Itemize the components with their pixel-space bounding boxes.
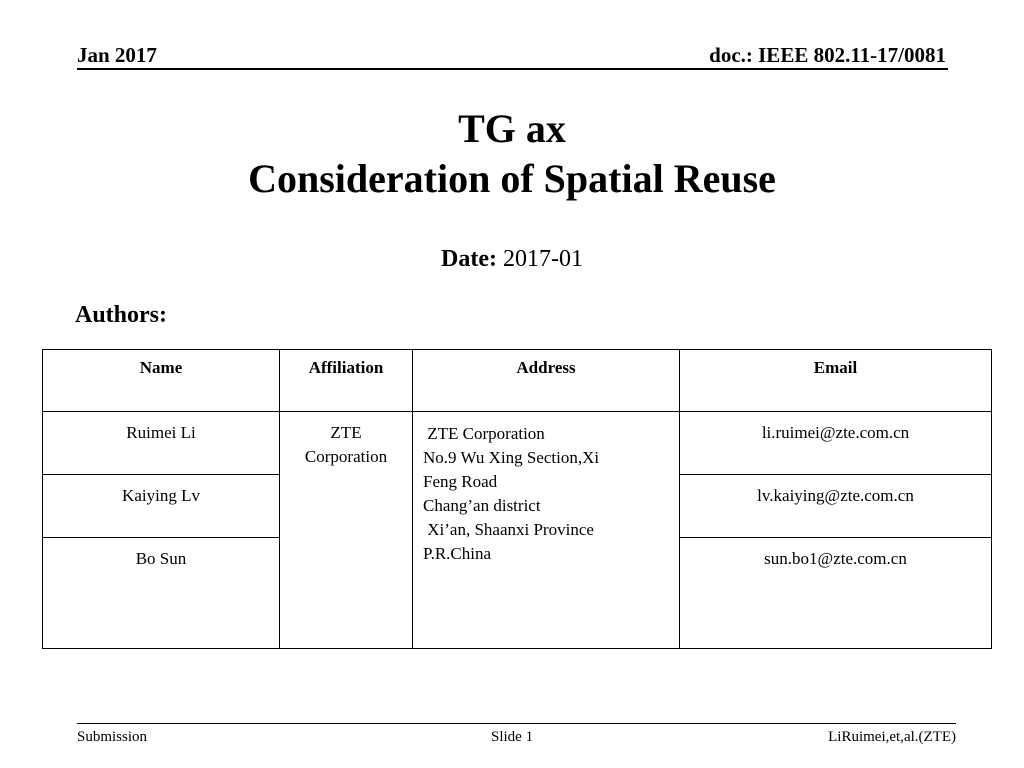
author-name: Bo Sun <box>43 538 280 649</box>
author-name: Kaiying Lv <box>43 475 280 538</box>
author-email: li.ruimei@zte.com.cn <box>680 412 992 475</box>
address-line: ZTE Corporation <box>423 424 545 443</box>
affiliation-line: ZTE <box>330 423 362 442</box>
footer-slide-number: Slide 1 <box>491 729 534 745</box>
column-header-name: Name <box>43 350 280 412</box>
author-email: lv.kaiying@zte.com.cn <box>680 475 992 538</box>
title-line-2: Consideration of Spatial Reuse <box>248 156 776 201</box>
slide-title <box>0 104 1024 204</box>
header-date: Jan 2017 <box>77 43 157 67</box>
column-header-email: Email <box>680 350 992 412</box>
date-line <box>0 244 1024 274</box>
footer-submission: Submission <box>77 729 148 745</box>
column-header-affiliation: Affiliation <box>280 350 413 412</box>
author-name: Ruimei Li <box>43 412 280 475</box>
column-header-address: Address <box>413 350 680 412</box>
footer-author: LiRuimei,et,al.(ZTE) <box>828 729 956 745</box>
title-line-1: TG ax <box>458 106 566 151</box>
affiliation-line: Corporation <box>304 447 388 466</box>
table-row <box>43 412 992 475</box>
authors-heading: Authors: <box>75 302 168 328</box>
author-email: sun.bo1@zte.com.cn <box>680 538 992 649</box>
header-rule <box>77 68 948 70</box>
address-line: Chang’an district <box>423 496 541 515</box>
date-value: 2017-01 <box>502 246 583 272</box>
footer-rule <box>77 723 956 724</box>
address-line: P.R.China <box>423 544 492 563</box>
date-label: Date: <box>441 246 497 272</box>
header-doc-id: doc.: IEEE 802.11-17/0081 <box>709 43 946 67</box>
address-line: Feng Road <box>423 472 498 491</box>
address-cell <box>413 412 680 649</box>
authors-table <box>42 349 992 649</box>
table-header-row <box>43 350 992 412</box>
address-line: Xi’an, Shaanxi Province <box>423 520 594 539</box>
affiliation-cell <box>280 412 413 649</box>
address-line: No.9 Wu Xing Section,Xi <box>423 448 600 467</box>
